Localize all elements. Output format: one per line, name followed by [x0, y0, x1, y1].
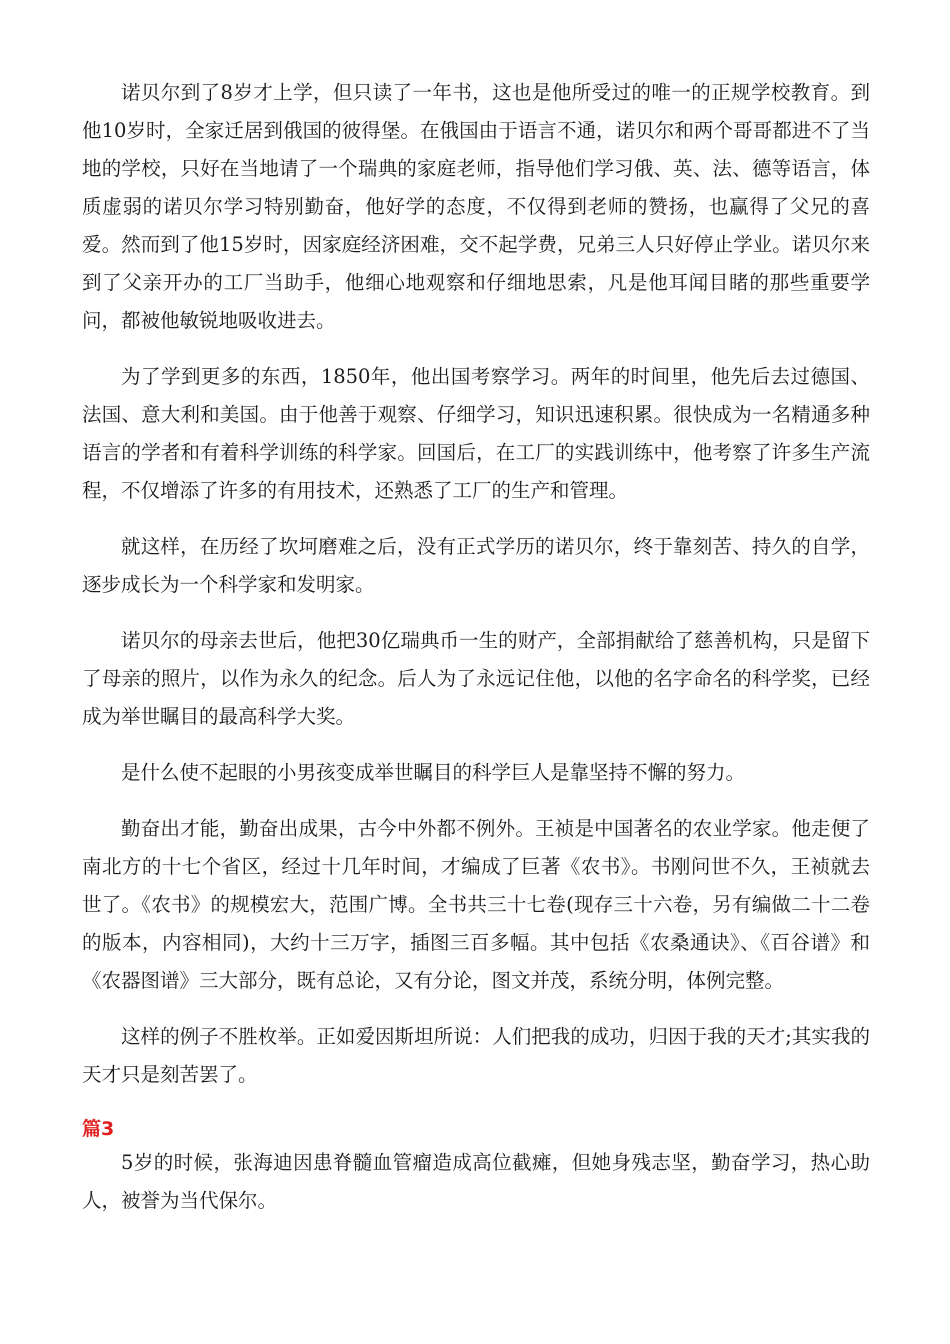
paragraph-einstein-quote: 这样的例子不胜枚举。正如爱因斯坦所说：人们把我的成功，归因于我的天才;其实我的天才只是刻苦罢了。 [82, 1025, 870, 1086]
document-body [82, 74, 870, 1238]
paragraph-nobel-study-abroad: 为了学到更多的东西，1850年，他出国考察学习。两年的时间里，他先后去过德国、法国、意大利和美国。由于他善于观察、仔细学习，知识迅速积累。很快成为一名精通多种语言的学者和有着科学训练的科学家。回国后，在工厂的实践训练中，他考察了许多生产流程，不仅增添了许多的有用技术，还熟悉了工厂的生产和管理。 [82, 365, 870, 502]
paragraph-wang-zhen: 勤奋出才能，勤奋出成果，古今中外都不例外。王祯是中国著名的农业学家。他走便了南北方的十七个省区，经过十几年时间，才编成了巨著《农书》。书刚问世不久，王祯就去世了。《农书》的规模宏大，范围广博。全书共三十七卷(现存三十六卷，另有编做二十二卷的版本，内容相同)，大约十三万字，插图三百多幅。其中包括《农桑通诀》、《百谷谱》和《农器图谱》三大部分，既有总论，又有分论，图文并茂，系统分明，体例完整。 [82, 817, 870, 992]
paragraph-nobel-donation: 诺贝尔的母亲去世后，他把30亿瑞典币一生的财产，全部捐献给了慈善机构，只是留下了母亲的照片，以作为永久的纪念。后人为了永远记住他，以他的名字命名的科学奖，已经成为举世瞩目的最高科学大奖。 [82, 629, 870, 728]
paragraph-nobel-conclusion: 是什么使不起眼的小男孩变成举世瞩目的科学巨人是靠坚持不懈的努力。 [121, 761, 746, 784]
paragraph-nobel-childhood: 诺贝尔到了8岁才上学，但只读了一年书，这也是他所受过的唯一的正规学校教育。到他10岁时，全家迁居到俄国的彼得堡。在俄国由于语言不通，诺贝尔和两个哥哥都进不了当地的学校，只好在当地请了一个瑞典的家庭老师，指导他们学习俄、英、法、德等语言，体质虚弱的诺贝尔学习特别勤奋，他好学的态度，不仅得到老师的赞扬，也赢得了父兄的喜爱。然而到了他15岁时，因家庭经济困难，交不起学费，兄弟三人只好停止学业。诺贝尔来到了父亲开办的工厂当助手，他细心地观察和仔细地思索，凡是他耳闻目睹的那些重要学问，都被他敏锐地吸收进去。 [82, 81, 870, 332]
section-heading: 篇3 [82, 1118, 115, 1140]
paragraph-zhang-haidi: 5岁的时候，张海迪因患脊髓血管瘤造成高位截瘫，但她身残志坚，勤奋学习，热心助人，被誉为当代保尔。 [82, 1151, 870, 1212]
paragraph-nobel-self-study: 就这样，在历经了坎坷磨难之后，没有正式学历的诺贝尔，终于靠刻苦、持久的自学，逐步成长为一个科学家和发明家。 [82, 535, 870, 596]
